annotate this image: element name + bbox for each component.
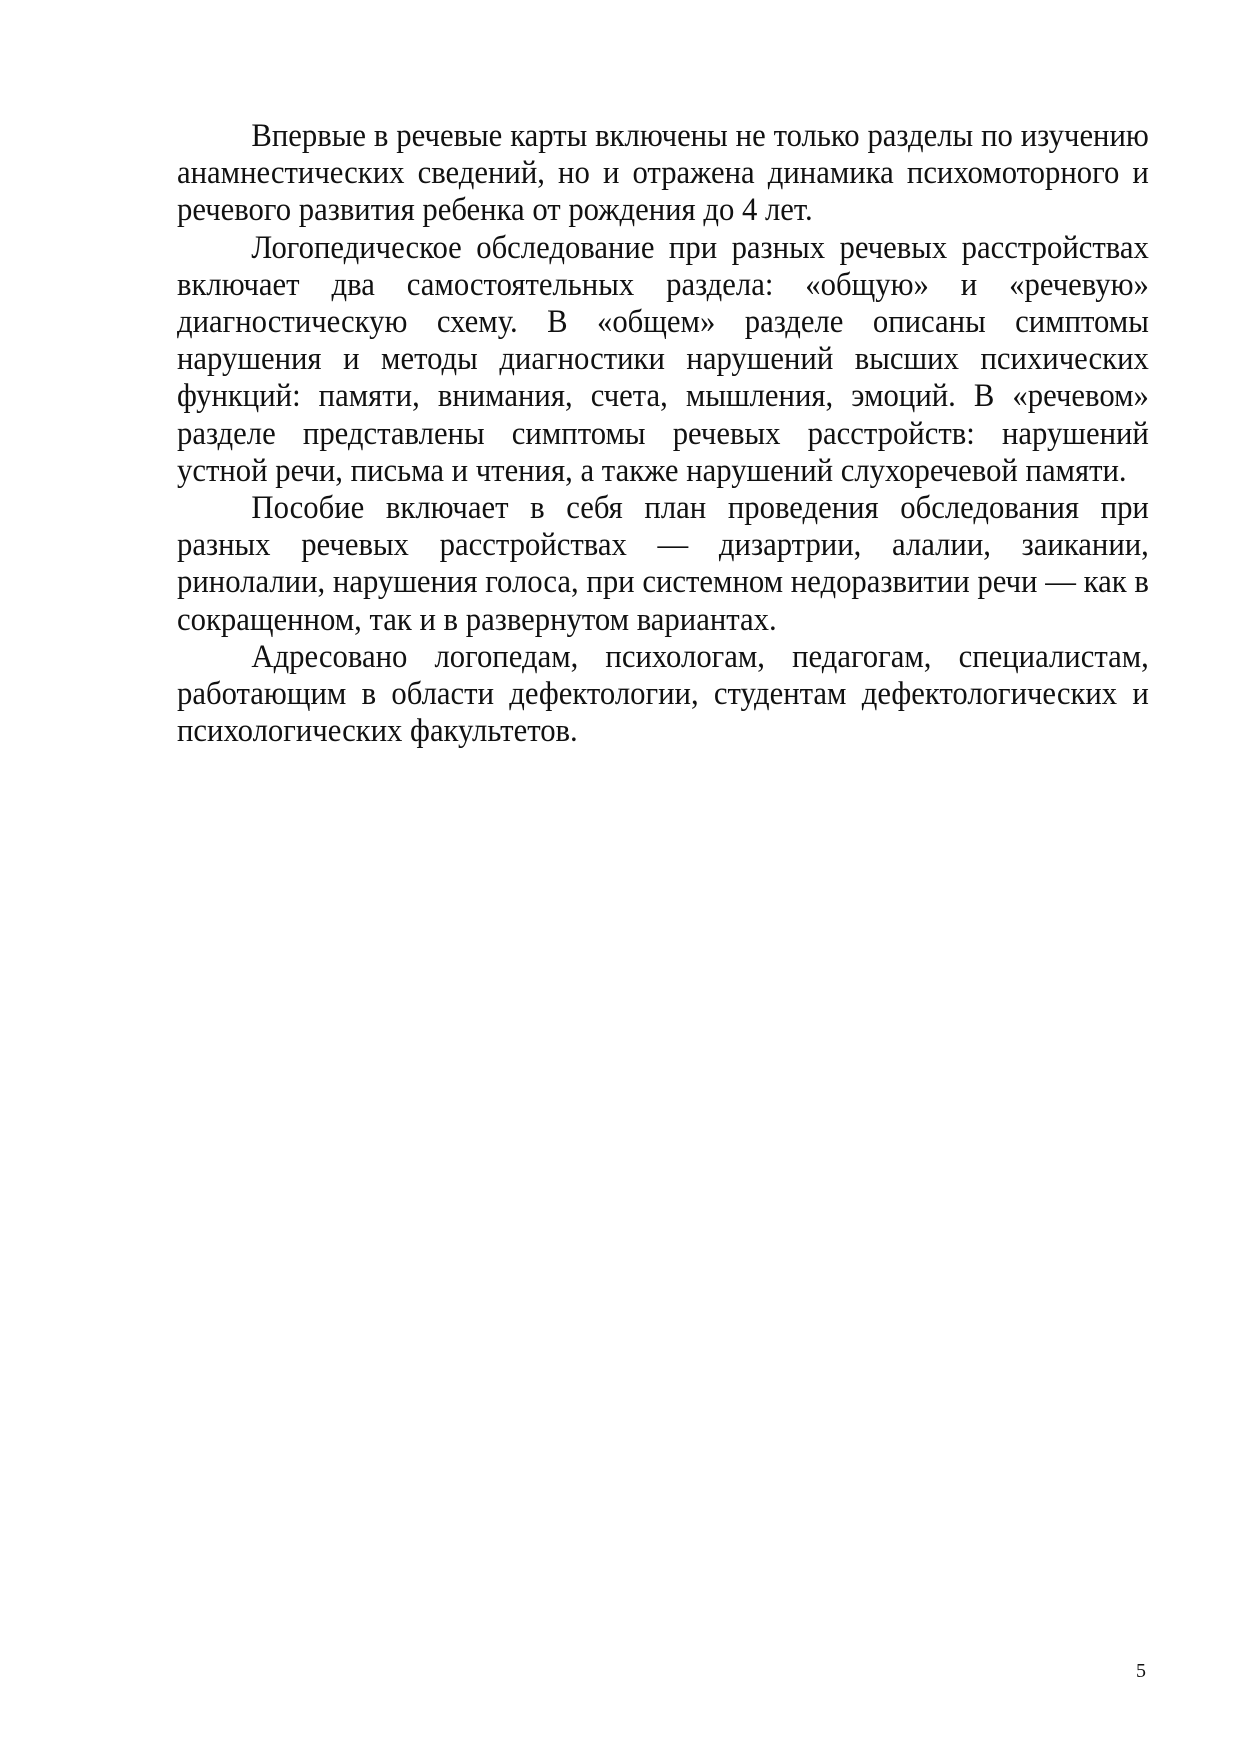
paragraph-speech-cards: Впервые в речевые карты включены не только разделы по изучению анамнестических сведений, но и отражена динамика психомоторного и речевого развития ребенка от рождения до 4 лет. xyxy=(177,118,1149,229)
page-number: 5 xyxy=(1136,1660,1146,1682)
paragraph-examination-plan: Пособие включает в себя план проведения обследования при разных речевых расстройствах — дизартрии, алалии, заикании, ринолалии, нарушения голоса, при системном недоразвитии речи — как в сокращенном, так и в развернутом вариантах. xyxy=(177,490,1149,638)
paragraph-audience: Адресовано логопедам, психологам, педагогам, специалистам, работающим в области дефектологии, студентам дефектологических и психологических факультетов. xyxy=(177,638,1149,750)
paragraph-examination-structure: Логопедическое обследование при разных речевых расстройствах включает два самостоятельных раздела: «общую» и «речевую» диагностическую схему. В «общем» разделе описаны симптомы нарушения и методы диагностики нарушений высших психических функций: памяти, внимания, счета, мышления, эмоций. В «речевом» разделе представлены симптомы речевых расстройств: нарушений устной речи, письма и чтения, а также нарушений слухоречевой памяти. xyxy=(177,229,1149,489)
body-text xyxy=(177,118,1149,750)
